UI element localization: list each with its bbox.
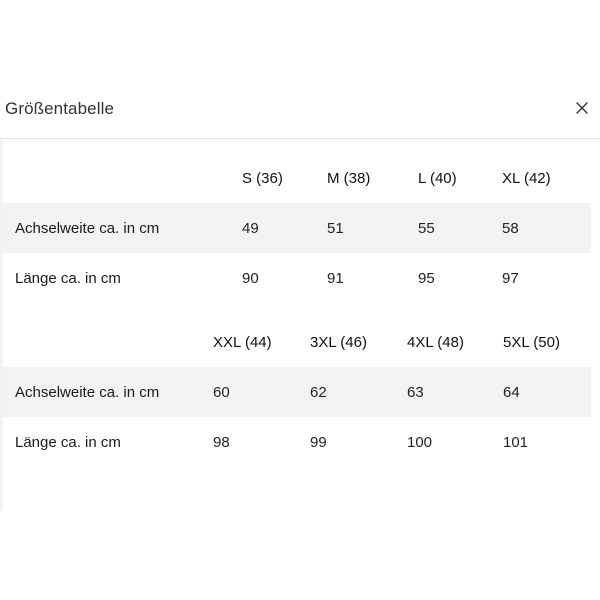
measurement-cell: 55	[418, 203, 502, 253]
measurement-cell: 51	[327, 203, 418, 253]
row-label: Länge ca. in cm	[15, 269, 121, 287]
measurement-cell: 60	[213, 367, 310, 417]
measurement-cell: 101	[503, 433, 529, 451]
measurement-cell: 64	[503, 367, 591, 417]
size-header-cell: 4XL (48)	[407, 333, 464, 351]
size-header-cell: S (36)	[242, 169, 283, 187]
size-header-cell: M (38)	[327, 169, 371, 187]
close-button[interactable]	[572, 98, 592, 118]
row-label: Länge ca. in cm	[15, 433, 121, 451]
size-header-cell: L (40)	[418, 169, 457, 187]
row-label: Achselweite ca. in cm	[3, 367, 213, 417]
size-table-2	[3, 317, 591, 467]
size-header-cell: XL (42)	[502, 169, 551, 187]
header-blank-cell	[3, 153, 242, 203]
close-icon	[572, 98, 592, 118]
measurement-cell: 58	[502, 203, 591, 253]
size-table-1	[3, 153, 591, 303]
table-row	[3, 417, 591, 467]
size-header-row	[3, 153, 591, 203]
size-header-cell: 5XL (50)	[503, 333, 560, 351]
measurement-cell: 99	[310, 433, 327, 451]
measurement-cell: 62	[310, 367, 407, 417]
measurement-cell: 91	[327, 269, 344, 287]
table-row	[3, 253, 591, 303]
size-header-cell: 3XL (46)	[310, 333, 367, 351]
measurement-cell: 100	[407, 433, 433, 451]
measurement-cell: 98	[213, 433, 230, 451]
measurement-cell: 95	[418, 269, 435, 287]
row-label: Achselweite ca. in cm	[3, 203, 242, 253]
measurement-cell: 49	[242, 203, 327, 253]
size-header-row	[3, 317, 591, 367]
table-row	[3, 203, 591, 253]
measurement-cell: 63	[407, 367, 503, 417]
measurement-cell: 97	[502, 269, 519, 287]
size-header-cell: XXL (44)	[213, 333, 272, 351]
dialog-header	[0, 86, 600, 139]
table-row	[3, 367, 591, 417]
header-blank-cell	[3, 317, 213, 367]
measurement-cell: 90	[242, 269, 259, 287]
dialog-title: Größentabelle	[5, 99, 115, 118]
